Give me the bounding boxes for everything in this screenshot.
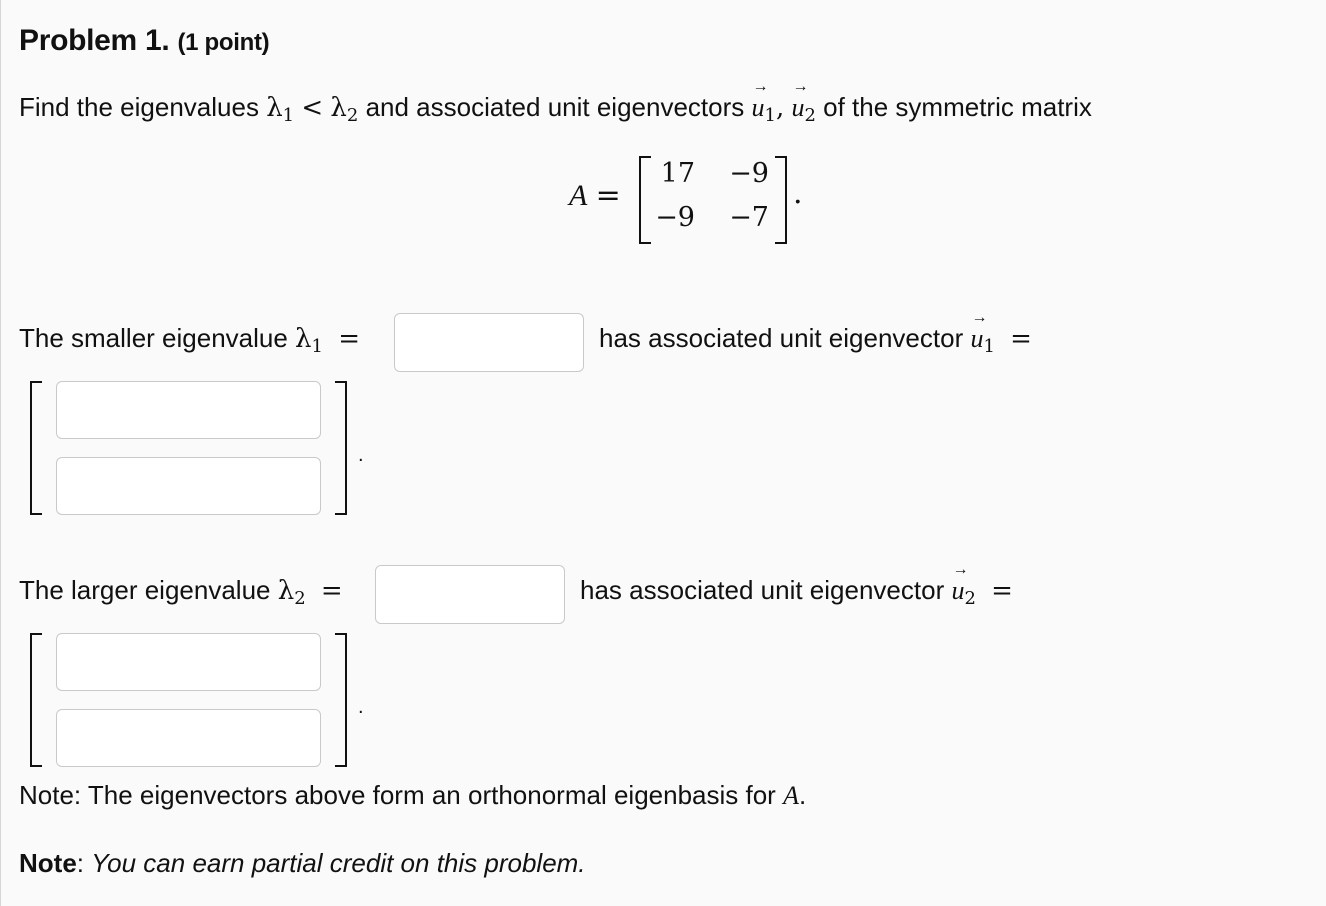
intro-suffix-text: of the symmetric matrix (823, 92, 1092, 122)
eigenvector2-left-bracket (30, 633, 42, 767)
matrix-a21: −9 (655, 202, 695, 233)
eigenvector1-left-bracket (30, 381, 42, 515)
lambda1-symbol: $\lambda_1$ (266, 93, 295, 126)
smaller-eigenvalue-input[interactable] (394, 313, 584, 372)
u1-symbol: → $u_1$ (752, 93, 776, 122)
u2-symbol: → $u_2$ (791, 93, 815, 122)
smaller-eigenvalue-label: The smaller eigenvalue $\lambda_1$ = (19, 323, 361, 357)
matrix-right-bracket (775, 156, 787, 244)
eigenvector1-period: . (358, 444, 364, 466)
intro-text: Find the eigenvalues (19, 92, 259, 122)
intro-middle-text: and associated unit eigenvectors (365, 92, 745, 122)
matrix-label: A = (569, 178, 621, 213)
matrix-display (561, 154, 821, 244)
partial-credit-note: Note: You can earn partial credit on this problem. (19, 848, 586, 878)
problem-statement (19, 92, 1092, 126)
less-than-symbol: < (301, 93, 324, 123)
eigenvector2-right-bracket (335, 633, 347, 767)
orthonormal-note: Note: The eigenvectors above form an orthonormal eigenbasis for A. (19, 780, 807, 810)
comma: , (775, 93, 785, 123)
larger-eigenvalue-label: The larger eigenvalue $\lambda_2$ = (19, 575, 343, 609)
problem-title (19, 24, 269, 58)
matrix-a12: −9 (729, 158, 769, 189)
problem-points: (1 point) (177, 29, 270, 56)
eigenvector1-label: has associated unit eigenvector → $u_1$ = (599, 323, 1032, 357)
eigenvector2-bottom-input[interactable] (56, 709, 321, 767)
eigenvector1-right-bracket (335, 381, 347, 515)
larger-eigenvalue-input[interactable] (375, 565, 565, 624)
eigenvector2-period: . (358, 696, 364, 718)
eigenvector2-top-input[interactable] (56, 633, 321, 691)
lambda2-symbol: $\lambda_2$ (330, 93, 359, 126)
eigenvector2-label: has associated unit eigenvector → $u_2$ = (580, 575, 1013, 609)
problem-number: Problem 1. (19, 24, 170, 57)
matrix-period: . (793, 176, 803, 211)
eigenvector1-top-input[interactable] (56, 381, 321, 439)
matrix-a11: 17 (660, 158, 695, 189)
matrix-a22: −7 (729, 202, 769, 233)
eigenvector1-bottom-input[interactable] (56, 457, 321, 515)
